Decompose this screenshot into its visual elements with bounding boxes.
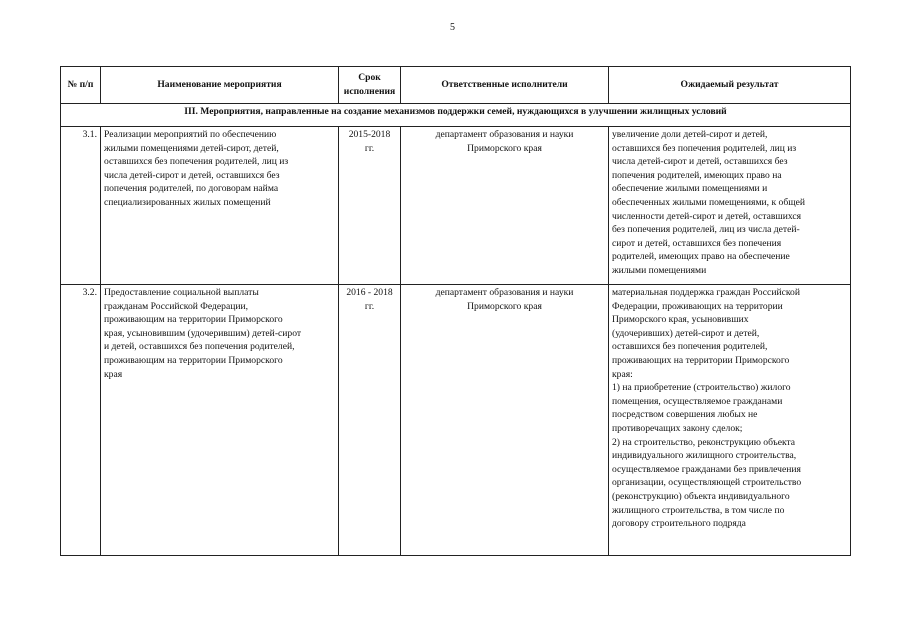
- text-line: Приморского края, усыновивших: [612, 314, 749, 326]
- measure-name-cell: [101, 127, 339, 285]
- text-line: специализированных жилых помещений: [104, 196, 271, 208]
- text-line: родителей, имеющих право на обеспечение: [612, 251, 790, 263]
- section-row: [61, 104, 851, 127]
- responsible-cell: [401, 285, 609, 556]
- text-line: оставшихся без попечения родителей, лиц из: [104, 156, 289, 168]
- text-line: Приморского края: [467, 300, 542, 312]
- table-row: [61, 285, 851, 556]
- text-line: сирот и детей, оставшихся без попечения: [612, 237, 782, 249]
- text-line: проживающих на территории Приморского: [612, 354, 790, 366]
- text-line: числа детей-сирот и детей, оставшихся без: [612, 156, 788, 168]
- text-line: попечения родителей, по договорам найма: [104, 183, 279, 195]
- text-line: числа детей-сирот и детей, оставшихся без: [104, 169, 280, 181]
- text-line: без попечения родителей, лиц из числа детей-: [612, 224, 800, 236]
- table-row: [61, 127, 851, 285]
- row-number: 3.2.: [61, 285, 101, 556]
- text-line: обеспеченных жилыми помещениями, к общей: [612, 196, 805, 208]
- text-line: края:: [612, 368, 633, 380]
- text-line: материальная поддержка граждан Российской: [612, 287, 800, 298]
- text-line: жилыми помещениями детей-сирот, детей,: [104, 142, 279, 154]
- expected-result-cell: [609, 285, 851, 556]
- text-line: жилищного строительства, в том числе по: [612, 504, 785, 516]
- header-row: [61, 67, 851, 104]
- text-line: жилыми помещениями: [612, 264, 707, 276]
- text-line: гг.: [364, 300, 375, 312]
- term-cell: [339, 127, 401, 285]
- text-line: обеспечение жилыми помещениями и: [612, 183, 768, 195]
- text-line: департамент образования и науки: [435, 287, 574, 298]
- text-line: Федерации, проживающих на территории: [612, 300, 783, 312]
- expected-result-cell: [609, 127, 851, 285]
- responsible-cell: [401, 127, 609, 285]
- text-line: посредством совершения любых не: [612, 409, 758, 421]
- text-line: увеличение доли детей-сирот и детей,: [612, 129, 768, 140]
- row-number: 3.1.: [61, 127, 101, 285]
- section-title: III. Мероприятия, направленные на создание механизмов поддержки семей, нуждающихся в улучшении жилищных условий: [61, 104, 851, 127]
- text-line: организации, осуществляющей строительство: [612, 477, 802, 489]
- text-line: гражданам Российской Федерации,: [104, 300, 249, 312]
- text-line: Реализации мероприятий по обеспечению: [104, 129, 277, 140]
- header-term: Срок исполнения: [339, 67, 401, 104]
- text-line: департамент образования и науки: [435, 129, 574, 140]
- measures-table: [60, 66, 851, 556]
- text-line: численности детей-сирот и детей, оставшихся: [612, 210, 802, 222]
- text-line: проживающим на территории Приморского: [104, 354, 283, 366]
- text-line: Приморского края: [467, 142, 542, 154]
- text-line: оставшихся без попечения родителей,: [612, 341, 768, 353]
- term-cell: [339, 285, 401, 556]
- text-line: попечения родителей, имеющих право на: [612, 169, 782, 181]
- header-number: № п/п: [61, 67, 101, 104]
- text-line: осуществляемое гражданами без привлечения: [612, 463, 801, 475]
- text-line: гг.: [364, 142, 375, 154]
- text-line: (удочеривших) детей-сирот и детей,: [612, 327, 760, 339]
- text-line: 2016 - 2018: [346, 287, 393, 298]
- text-line: противоречащих закону сделок;: [612, 422, 743, 434]
- page-number: 5: [450, 22, 455, 33]
- header-expected-result: Ожидаемый результат: [609, 67, 851, 104]
- header-responsible: Ответственные исполнители: [401, 67, 609, 104]
- text-line: и детей, оставшихся без попечения родителей,: [104, 341, 295, 353]
- text-line: договору строительного подряда: [612, 518, 746, 530]
- header-measure-name: Наименование мероприятия: [101, 67, 339, 104]
- text-line: 1) на приобретение (строительство) жилого: [612, 382, 791, 394]
- text-line: оставшихся без попечения родителей, лиц из: [612, 142, 797, 154]
- text-line: края, усыновившим (удочерившим) детей-сирот: [104, 327, 302, 339]
- text-line: проживающим на территории Приморского: [104, 314, 283, 326]
- text-line: помещения, осуществляемое гражданами: [612, 395, 783, 407]
- text-line: 2) на строительство, реконструкцию объекта: [612, 436, 796, 448]
- text-line: индивидуального жилищного строительства,: [612, 450, 797, 462]
- text-line: 2015-2018: [348, 129, 391, 140]
- text-line: (реконструкцию) объекта индивидуального: [612, 490, 790, 502]
- measure-name-cell: [101, 285, 339, 556]
- text-line: края: [104, 368, 123, 380]
- text-line: Предоставление социальной выплаты: [104, 287, 259, 298]
